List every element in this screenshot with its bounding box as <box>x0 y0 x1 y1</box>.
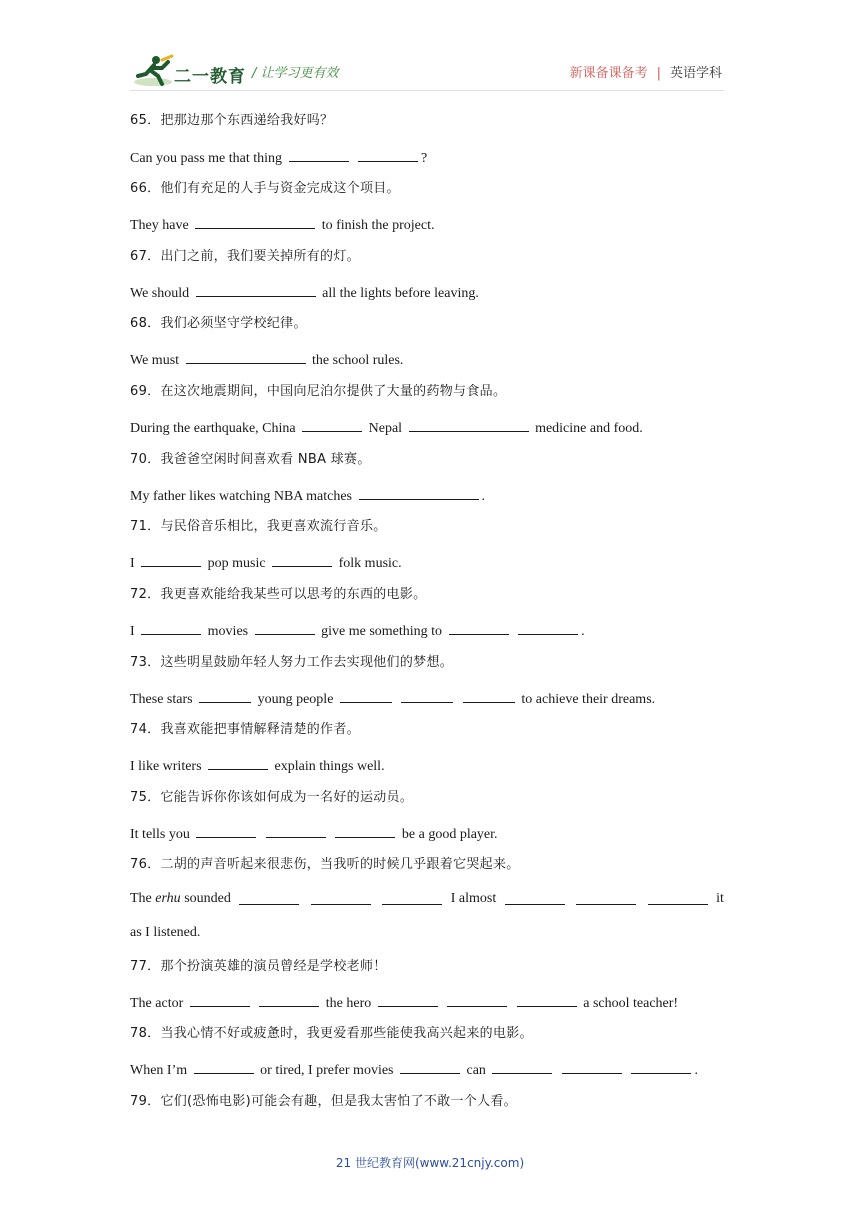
answer-blank[interactable] <box>358 147 418 162</box>
q70-text-b: . <box>481 489 486 504</box>
answer-blank[interactable] <box>311 890 371 905</box>
answer-blank[interactable] <box>335 823 395 838</box>
header-course-label: 新课备课备考 <box>569 66 648 81</box>
answer-blank[interactable] <box>190 992 250 1007</box>
answer-blank[interactable] <box>255 620 315 635</box>
answer-blank[interactable] <box>196 823 256 838</box>
logo <box>132 54 252 90</box>
q69-english <box>130 417 643 438</box>
q71-english <box>130 552 402 573</box>
q67-text-b: all the lights before leaving. <box>322 286 479 301</box>
answer-blank[interactable] <box>208 755 268 770</box>
header-divider <box>130 90 724 91</box>
page-footer: 21 世纪教育网(www.21cnjy.com) <box>335 1156 525 1170</box>
q70-text-a: My father likes watching NBA matches <box>130 489 353 504</box>
q77-text-b: the hero <box>325 996 372 1011</box>
answer-blank[interactable] <box>302 417 362 432</box>
q76-text-a <box>130 890 231 908</box>
q73-text-a: These stars <box>130 692 193 707</box>
q67-chinese: 67．出门之前，我们要关掉所有的灯。 <box>130 249 360 264</box>
q72-text-c: give me something to <box>321 624 443 639</box>
q75-chinese: 75．它能告诉你你该如何成为一名好的运动员。 <box>130 790 414 805</box>
q72-text-a: I <box>130 624 135 639</box>
q72-text-d: . <box>581 624 585 639</box>
answer-blank[interactable] <box>562 1059 622 1074</box>
q77-text-c: a school teacher! <box>583 996 679 1011</box>
q74-chinese: 74．我喜欢能把事情解释清楚的作者。 <box>130 722 360 737</box>
answer-blank[interactable] <box>340 688 392 703</box>
q76-chinese: 76．二胡的声音听起来很悲伤，当我听的时候几乎跟着它哭起来。 <box>130 857 520 872</box>
q75-text-a: It tells you <box>130 827 190 842</box>
answer-blank[interactable] <box>378 992 438 1007</box>
slogan: / 让学习更有效 <box>252 66 339 81</box>
answer-blank[interactable] <box>463 688 515 703</box>
answer-blank[interactable] <box>505 890 565 905</box>
q67-text-a: We should <box>130 286 190 301</box>
answer-blank[interactable] <box>289 147 349 162</box>
q72-chinese: 72．我更喜欢能给我某些可以思考的东西的电影。 <box>130 587 427 602</box>
q65-text-a: Can you pass me that thing <box>130 151 283 166</box>
q76-text-c: I almost <box>450 891 497 906</box>
q75-text-b: be a good player. <box>401 827 498 842</box>
q69-text-c: medicine and food. <box>535 421 643 436</box>
q75-english <box>130 823 498 844</box>
answer-blank[interactable] <box>517 992 577 1007</box>
q77-chinese: 77．那个扮演英雄的演员曾经是学校老师！ <box>130 959 387 974</box>
answer-blank[interactable] <box>359 485 479 500</box>
answer-blank[interactable] <box>272 552 332 567</box>
answer-blank[interactable] <box>576 890 636 905</box>
q76-english <box>130 890 724 908</box>
answer-blank[interactable] <box>400 1059 460 1074</box>
answer-blank[interactable] <box>492 1059 552 1074</box>
header-subject-label: 英语学科 <box>669 66 722 81</box>
q79-chinese: 79．它们(恐怖电影)可能会有趣，但是我太害怕了不敢一个人看。 <box>130 1094 517 1109</box>
q76-sounded: sounded <box>184 891 231 906</box>
q69-text-a: During the earthquake, China <box>130 421 296 436</box>
q68-chinese: 68．我们必须坚守学校纪律。 <box>130 316 307 331</box>
answer-blank[interactable] <box>239 890 299 905</box>
q78-english <box>130 1059 698 1080</box>
q78-chinese: 78．当我心情不好或疲惫时，我更爱看那些能使我高兴起来的电影。 <box>130 1026 533 1041</box>
answer-blank[interactable] <box>382 890 442 905</box>
q73-english <box>130 688 655 709</box>
q73-text-c: to achieve their dreams. <box>521 692 656 707</box>
q66-chinese: 66．他们有充足的人手与资金完成这个项目。 <box>130 181 400 196</box>
q69-text-b: Nepal <box>368 421 403 436</box>
q66-text-b: to finish the project. <box>321 218 435 233</box>
answer-blank[interactable] <box>186 349 306 364</box>
answer-blank[interactable] <box>195 214 315 229</box>
q65-english <box>130 147 427 168</box>
answer-blank[interactable] <box>196 282 316 297</box>
q73-chinese: 73．这些明星鼓励年轻人努力工作去实现他们的梦想。 <box>130 655 454 670</box>
answer-blank[interactable] <box>631 1059 691 1074</box>
q77-text-a: The actor <box>130 996 184 1011</box>
q65-chinese: 65．把那边那个东西递给我好吗？ <box>130 113 334 128</box>
runner-logo-icon <box>132 54 174 88</box>
answer-blank[interactable] <box>141 620 201 635</box>
q74-text-b: explain things well. <box>274 759 385 774</box>
q71-chinese: 71．与民俗音乐相比，我更喜欢流行音乐。 <box>130 519 387 534</box>
header-separator: | <box>656 66 661 81</box>
q74-english <box>130 755 385 776</box>
q77-english <box>130 992 678 1013</box>
answer-blank[interactable] <box>648 890 708 905</box>
q78-text-b: or tired, I prefer movies <box>260 1063 394 1078</box>
answer-blank[interactable] <box>194 1059 254 1074</box>
answer-blank[interactable] <box>259 992 319 1007</box>
answer-blank[interactable] <box>409 417 529 432</box>
q70-english <box>130 485 485 506</box>
answer-blank[interactable] <box>447 992 507 1007</box>
page-header <box>0 0 860 100</box>
q70-chinese: 70．我爸爸空闲时间喜欢看 NBA 球赛。 <box>130 452 371 467</box>
answer-blank[interactable] <box>518 620 578 635</box>
q68-text-b: the school rules. <box>312 353 404 368</box>
q72-english <box>130 620 585 641</box>
q69-chinese: 69．在这次地震期间，中国向尼泊尔提供了大量的药物与食品。 <box>130 384 507 399</box>
logo-text: 二一教育 <box>174 67 246 87</box>
q68-text-a: We must <box>130 353 180 368</box>
answer-blank[interactable] <box>401 688 453 703</box>
answer-blank[interactable] <box>141 552 201 567</box>
answer-blank[interactable] <box>449 620 509 635</box>
answer-blank[interactable] <box>266 823 326 838</box>
q73-text-b: young people <box>257 692 334 707</box>
q76-erhu: erhu <box>155 891 181 906</box>
q72-text-b: movies <box>207 624 249 639</box>
q76-english-cont: as I listened. <box>130 925 201 940</box>
q74-text-a: I like writers <box>130 759 202 774</box>
q71-text-c: folk music. <box>338 556 402 571</box>
q71-text-b: pop music <box>207 556 266 571</box>
q76-text-d: it <box>716 891 724 906</box>
q67-english <box>130 282 479 303</box>
q68-english <box>130 349 403 370</box>
q78-text-a: When I’m <box>130 1063 188 1078</box>
header-subject <box>570 62 722 81</box>
q78-text-c: can <box>466 1063 486 1078</box>
q66-english <box>130 214 434 235</box>
answer-blank[interactable] <box>199 688 251 703</box>
q76-the: The <box>130 891 152 906</box>
q65-text-b: ? <box>421 151 428 166</box>
q78-text-d: . <box>694 1063 698 1078</box>
q71-text-a: I <box>130 556 135 571</box>
q66-text-a: They have <box>130 218 189 233</box>
